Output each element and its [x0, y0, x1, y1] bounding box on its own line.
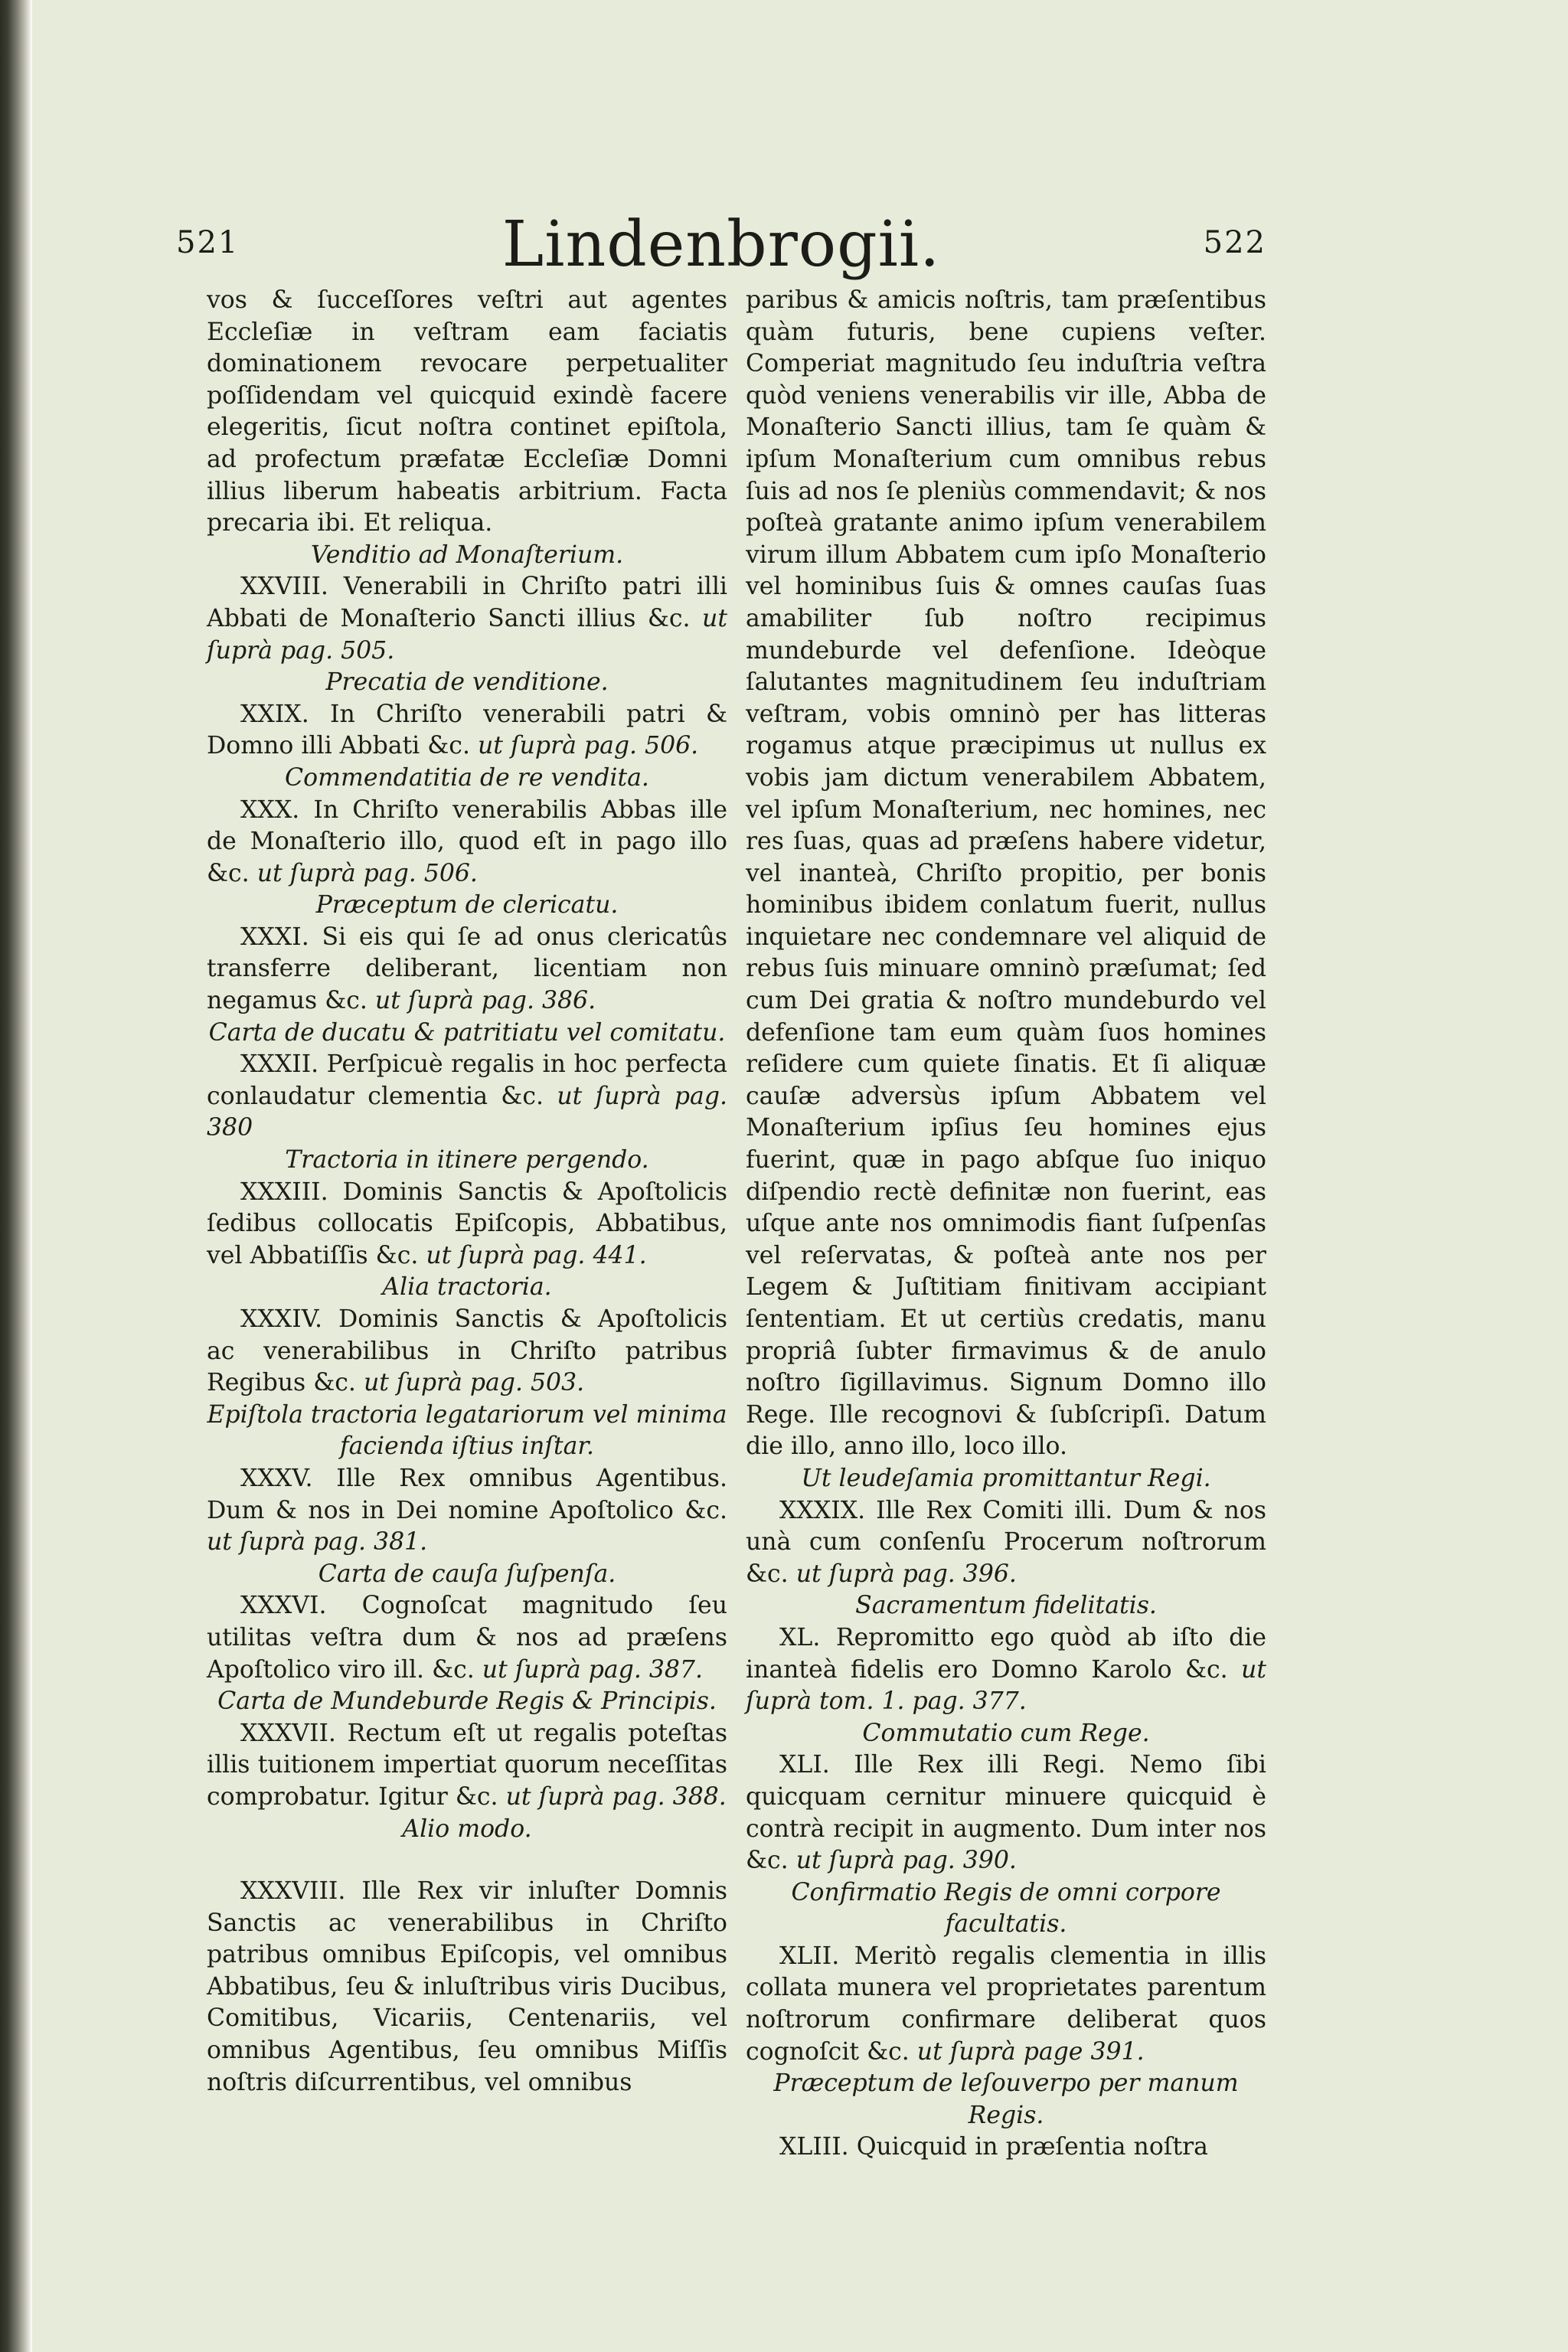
section-heading: Carta de ducatu & patritiatu vel comitatu. — [208, 1018, 726, 1047]
page-number-right: 522 — [1203, 225, 1266, 260]
section-heading: Præceptum de clericatu. — [315, 891, 619, 920]
entry-paragraph — [207, 1590, 727, 1686]
entry-text: XXX. In Chriſto venerabilis Abbas ille de Monaſterio illo, quod eſt in pago illo &c. — [207, 795, 727, 887]
entry-paragraph — [207, 1177, 727, 1272]
section-heading: Alio modo. — [402, 1815, 532, 1843]
entry-text: XXIX. In Chriſto venerabili patri & Domno illi Abbati &c. — [207, 700, 727, 760]
entry-paragraph — [746, 1622, 1266, 1718]
cross-reference: ut ſuprà pag. 388. — [505, 1782, 727, 1811]
cross-reference: ut ſuprà pag. 506. — [256, 859, 478, 887]
entry-paragraph — [746, 1749, 1266, 1877]
cross-reference: ut ſuprà pag. 505. — [207, 604, 727, 665]
entry-paragraph — [207, 1876, 727, 2099]
entry-text: XXXV. Ille Rex omnibus Agentibus. Dum & nos in Dei nomine Apoſtolico &c. — [207, 1464, 727, 1524]
section-heading: Ut leudeſamia promittantur Regi. — [801, 1464, 1211, 1492]
section-heading: Venditio ad Monaſterium. — [310, 541, 624, 569]
running-title: Lindenbrogii. — [501, 208, 941, 281]
right-column — [746, 285, 1266, 2164]
cross-reference: ut ſuprà pag. 390. — [795, 1847, 1017, 1875]
section-heading: Precatia de venditione. — [325, 668, 609, 697]
cross-reference: ut ſuprà pag. 380 — [207, 1082, 727, 1142]
section-heading: Sacramentum fidelitatis. — [855, 1592, 1157, 1620]
entry-text: XXXVIII. Ille Rex vir inluſter Domnis Sanctis ac venerabilibus in Chriſto patribus omnibus Epiſcopis, vel omnibus Abbatibus, ſeu & inluſtribus viris Ducibus, Comitibus, Vicariis, Centenariis, vel omnibus Agentibus, ſeu omnibus Miſſis noſtris diſcurrentibus, vel omnibus — [207, 1877, 727, 2096]
entry-text: XXXIX. Ille Rex Comiti illi. Dum & nos unà cum conſenſu Procerum noſtrorum &c. — [746, 1496, 1266, 1588]
entry-text: XXXVI. Cognoſcat magnitudo ſeu utilitas veſtra dum & nos ad præſens Apoſtolico viro ill. &c. — [207, 1592, 727, 1684]
section-heading: Commendatitia de re vendita. — [285, 763, 649, 792]
spacer — [207, 1845, 727, 1876]
entry-paragraph — [746, 1495, 1266, 1591]
section-heading: Præceptum de leſouverpo per manum Regis. — [773, 2069, 1239, 2129]
entry-text: paribus & amicis noſtris, tam præſentibus quàm futuris, bene cupiens veſter. Comperiat magnitudo ſeu induſtria veſtra quòd veniens venerabilis vir ille, Abba de Monaſterio Sancti illius, tam ſe quàm & ipſum Monaſterium cum omnibus rebus ſuis ad nos ſe pleniùs commendavit; & nos poſteà gratante animo ipſum venerabilem virum illum Abbatem cum ipſo Monaſterio vel hominibus ſuis & omnes cauſas ſuas amabiliter ſub noſtro recipimus mundeburde vel defenſione. Ideòque ſalutantes magnitudinem ſeu induſtriam veſtram, vobis omninò per has litteras rogamus atque præcipimus ut nullus ex vobis jam dictum venerabilem Abbatem, vel ipſum Monaſterium, nec homines, nec res ſuas, quas ad præſens habere videtur, vel inanteà, Chriſto propitio, per bonis hominibus ibidem conlatum fuerit, nullus inquietare nec condemnare vel aliquid de rebus ſuis minuare omninò præſumat; ſed cum Dei gratia & noſtro mundeburdo vel defenſione tam eum quàm ſuos homines reſidere cum quiete ſinatis. Et ſi aliquæ cauſæ adversùs ipſum Abbatem vel Monaſterium ipſius ſeu homines ejus fuerint, quæ in pago abſque ſuo iniquo diſpendio rectè definitæ non fuerint, eas uſque ante nos omnimodis fiant ſuſpenſas vel reſervatas, & poſteà ante nos per Legem & Juſtitiam finitivam accipiant ſententiam. Et ut certiùs credatis, manu propriâ ſubter firmavimus & de anulo noſtro ſigillavimus. Signum Domno illo Rege. Ille recognovi & ſubſcripſi. Datum die illo, anno illo, loco illo. — [746, 286, 1266, 1461]
entry-text: XXXI. Si eis qui ſe ad onus clericatûs transferre deliberant, licentiam non negamus &c. — [207, 923, 727, 1015]
section-heading: Epiſtola tractoria legatariorum vel minima facienda iſtius inſtar. — [207, 1400, 727, 1461]
entry-text: XLI. Ille Rex illi Regi. Nemo ſibi quicquam cernitur minuere quicquid è contrà recipit in augmento. Dum inter nos &c. — [746, 1751, 1266, 1875]
entry-text: XXVIII. Venerabili in Chriſto patri illi Abbati de Monaſterio Sancti illius &c. — [207, 573, 727, 632]
left-column — [207, 285, 727, 2099]
entry-text: XLIII. Quicquid in præſentia noſtra — [779, 2133, 1208, 2161]
section-heading: Tractoria in itinere pergendo. — [285, 1146, 649, 1174]
cross-reference: ut ſuprà pag. 503. — [363, 1369, 585, 1397]
entry-paragraph — [207, 1463, 727, 1559]
cross-reference: ut ſuprà page 391. — [916, 2037, 1145, 2066]
entry-text: XL. Repromitto ego quòd ab iſto die inanteà fidelis ero Domno Karolo &c. — [746, 1623, 1266, 1684]
entry-paragraph — [207, 1304, 727, 1400]
continuation-paragraph — [207, 285, 727, 540]
cross-reference: ut ſuprà pag. 381. — [207, 1528, 428, 1557]
cross-reference: ut ſuprà tom. 1. pag. 377. — [746, 1655, 1266, 1716]
entry-paragraph — [746, 1941, 1266, 2068]
entry-paragraph — [746, 2132, 1266, 2164]
section-heading: Confirmatio Regis de omni corpore facultatis. — [791, 1878, 1221, 1939]
cross-reference: ut ſuprà pag. 387. — [482, 1655, 703, 1684]
entry-text: XLII. Meritò regalis clementia in illis collata munera vel proprietates parentum noſtrorum confirmare deliberat quos cognoſcit &c. — [746, 1942, 1266, 2066]
cross-reference: ut ſuprà pag. 441. — [426, 1241, 647, 1269]
entry-paragraph — [207, 699, 727, 763]
section-heading: Carta de Mundeburde Regis & Principis. — [217, 1687, 717, 1716]
entry-text: XXXVII. Rectum eſt ut regalis poteſtas illis tuitionem impertiat quorum neceſſitas comprobatur. Igitur &c. — [207, 1719, 727, 1811]
entry-paragraph — [207, 795, 727, 890]
entry-text: XXXIV. Dominis Sanctis & Apoſtolicis ac venerabilibus in Chriſto patribus Regibus &c. — [207, 1305, 727, 1397]
cross-reference: ut ſuprà pag. 386. — [374, 987, 596, 1015]
section-heading: Carta de cauſa ſuſpenſa. — [318, 1560, 616, 1588]
entry-paragraph — [207, 922, 727, 1018]
cross-reference: ut ſuprà pag. 396. — [795, 1560, 1017, 1588]
cross-reference: ut ſuprà pag. 506. — [477, 732, 699, 760]
entry-text: XXXII. Perſpicuè regalis in hoc perfecta conlaudatur clementia &c. — [207, 1050, 727, 1110]
entry-paragraph — [207, 571, 727, 667]
running-header — [176, 208, 1266, 285]
book-gutter-edge — [0, 0, 32, 2352]
entry-paragraph — [207, 1049, 727, 1145]
section-heading: Alia tractoria. — [382, 1273, 552, 1302]
entry-text: XXXIII. Dominis Sanctis & Apoſtolicis ſedibus collocatis Epiſcopis, Abbatibus, vel Abbatiſſis &c. — [207, 1178, 727, 1269]
continuation-paragraph — [746, 285, 1266, 1463]
section-heading: Commutatio cum Rege. — [862, 1719, 1150, 1747]
entry-paragraph — [207, 1718, 727, 1814]
entry-text: vos & ſucceſſores veſtri aut agentes Eccleſiæ in veſtram eam faciatis dominationem revocare perpetualiter poſſidendam vel quicquid exindè facere elegeritis, ſicut noſtra continet epiſtola, ad profectum præfatæ Eccleſiæ Domni illius liberum habeatis arbitrium. Facta precaria ibi. Et reliqua. — [207, 286, 727, 537]
page-number-left: 521 — [176, 225, 240, 260]
